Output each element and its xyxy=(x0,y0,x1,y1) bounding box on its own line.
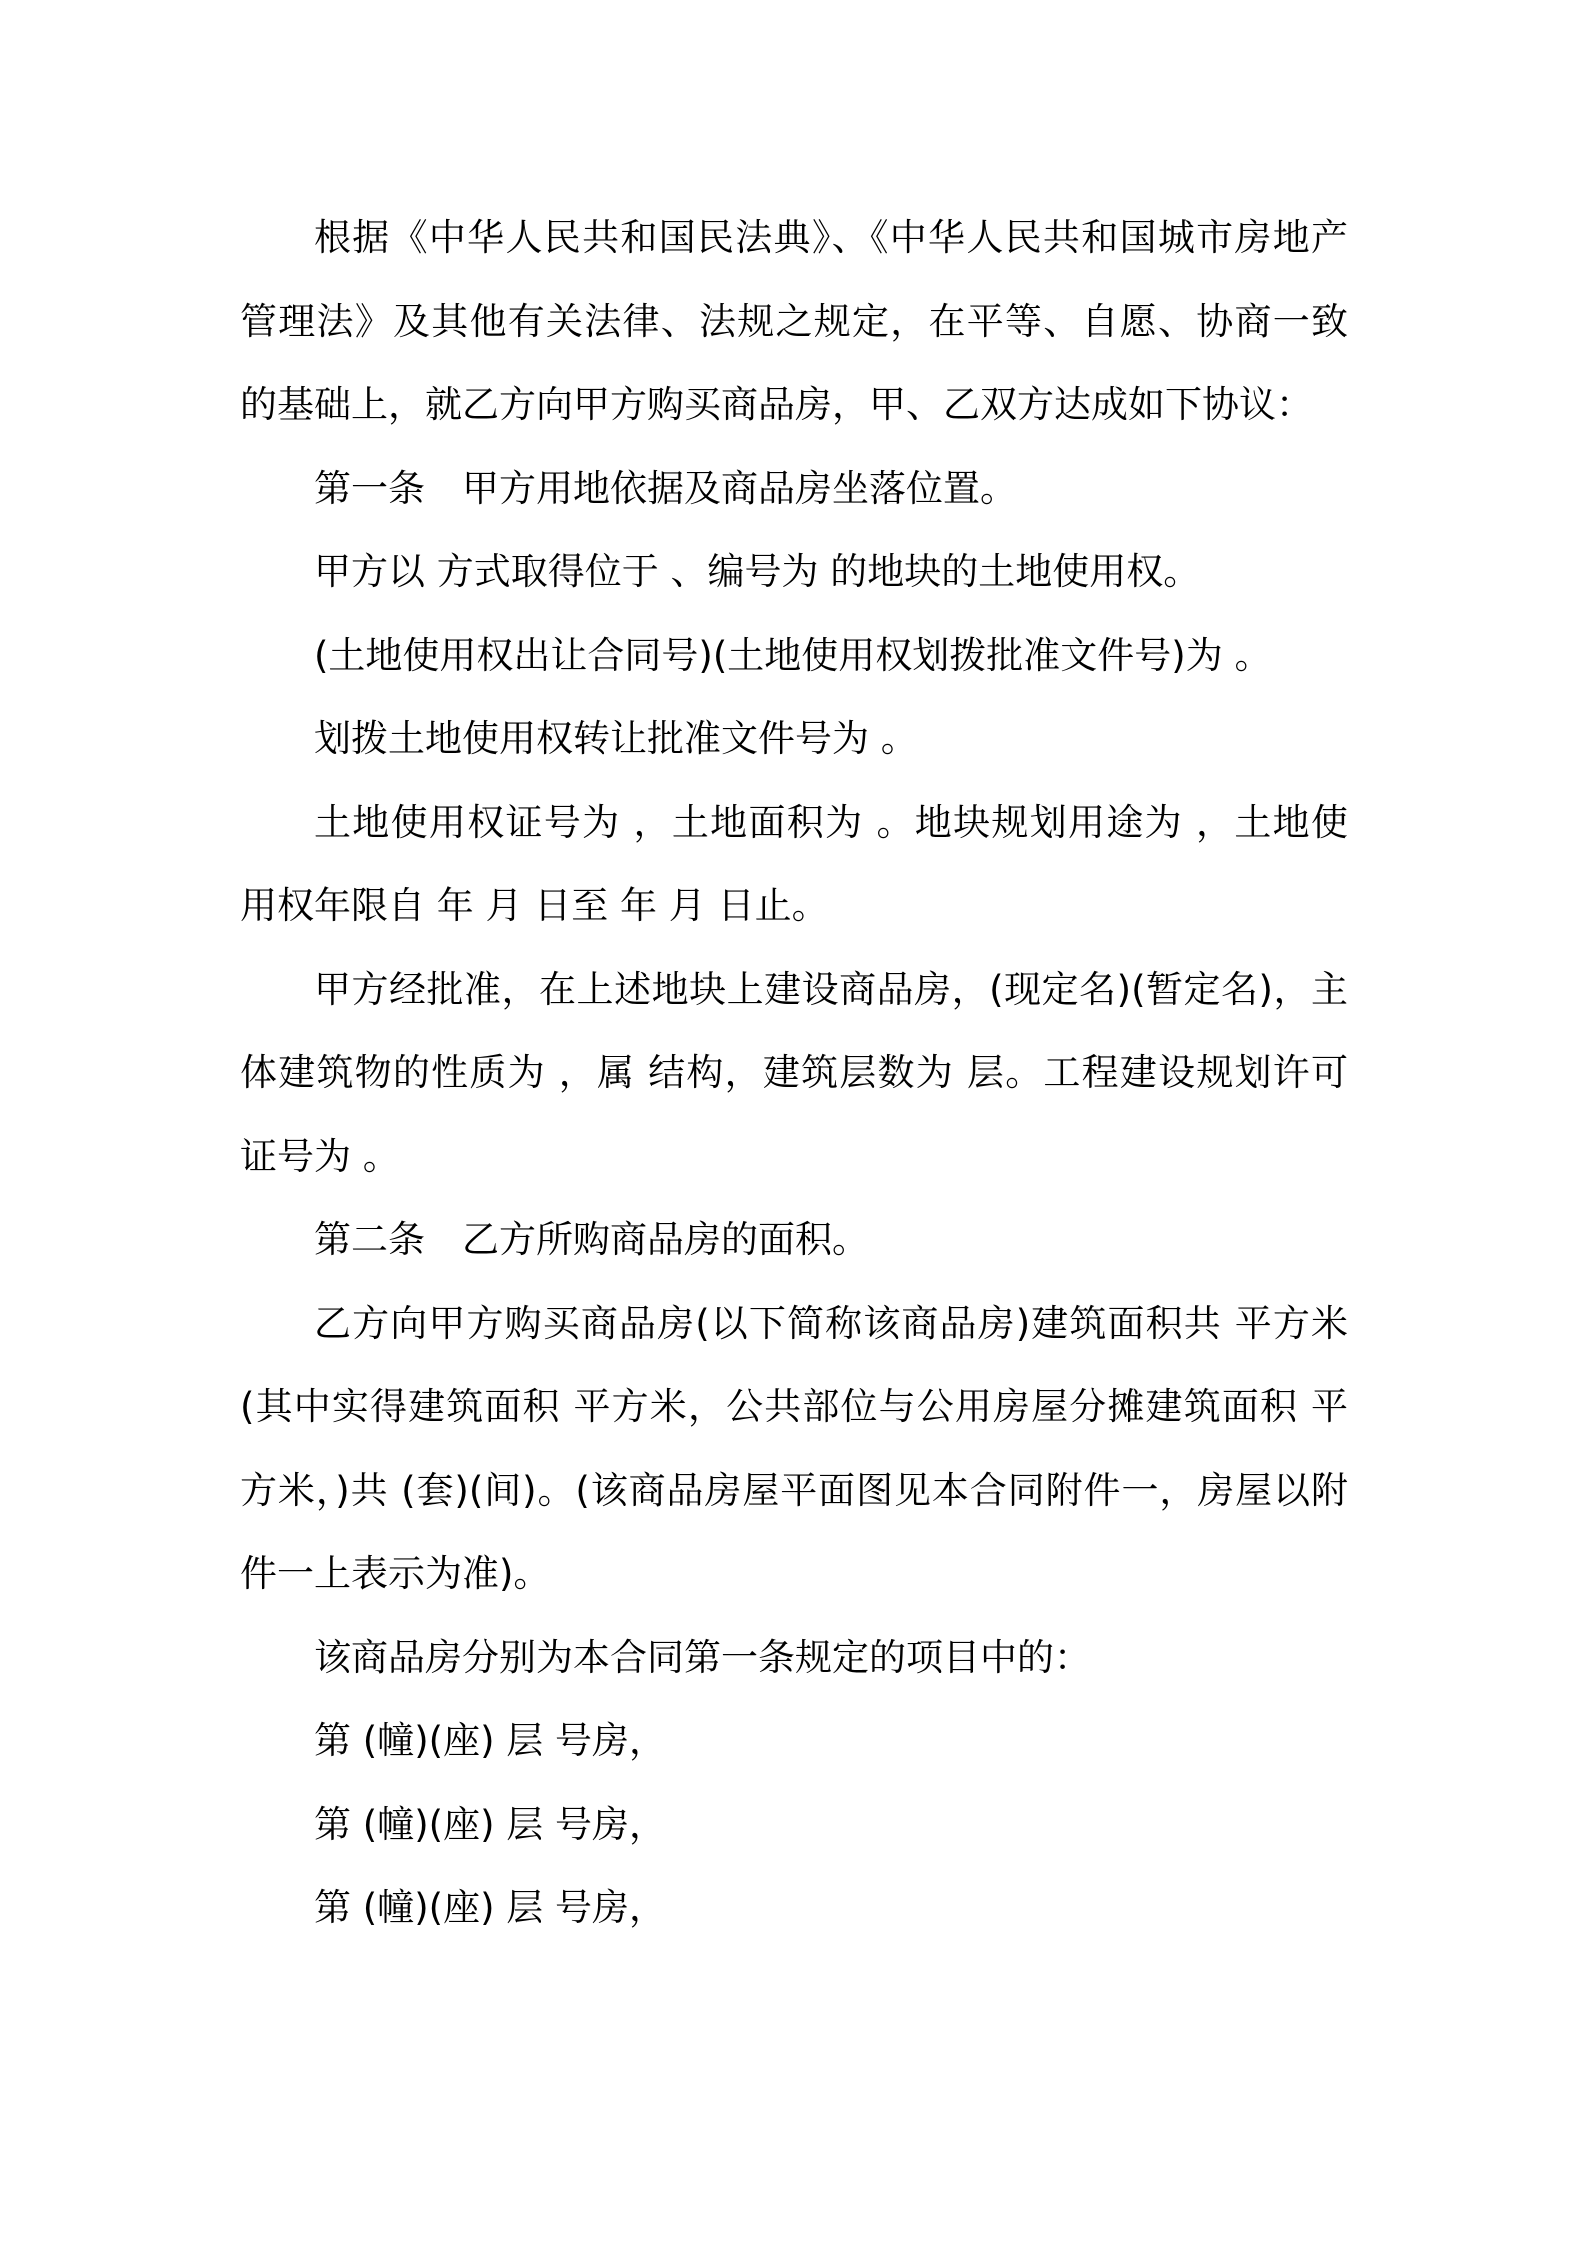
unit-line: 第 (幢)(座) 层 号房， xyxy=(314,1886,667,1929)
land-acquisition-paragraph: 甲方以 方式取得位于 、编号为 的地块的土地使用权。 xyxy=(314,550,1201,593)
preamble-paragraph: 根据《中华人民共和国民法典》、《中华人民共和国城市房地产管理法》及其他有关法律、法规之规定，在平等、自愿、协商一致的基础上，就乙方向甲方购买商品房，甲、乙双方达成如下协议： xyxy=(240,216,1348,426)
contract-number-paragraph: (土地使用权出让合同号)(土地使用权划拨批准文件号)为 。 xyxy=(314,633,1272,677)
unit-intro-paragraph: 该商品房分别为本合同第一条规定的项目中的： xyxy=(314,1635,1091,1679)
land-certificate-paragraph: 土地使用权证号为 ，土地面积为 。地块规划用途为 ，土地使用权年限自 年 月 日至 年 月 日止。 xyxy=(240,800,1348,927)
area-paragraph: 乙方向甲方购买商品房(以下简称该商品房)建筑面积共 平方米(其中实得建筑面积 平方米，公共部位与公用房屋分摊建筑面积 平方米，)共 (套)(间)。(该商品房屋平面图见本合同附件一，房屋以附件一上表示为准)。 xyxy=(240,1301,1348,1595)
document-page xyxy=(240,196,1348,1950)
article-1-heading: 第一条 甲方用地依据及商品房坐落位置。 xyxy=(314,466,1017,510)
article-2-heading: 第二条 乙方所购商品房的面积。 xyxy=(314,1218,869,1261)
unit-line: 第 (幢)(座) 层 号房， xyxy=(314,1719,667,1762)
construction-paragraph: 甲方经批准，在上述地块上建设商品房，(现定名)(暂定名)，主体建筑物的性质为 ，属 结构，建筑层数为 层。工程建设规划许可证号为 。 xyxy=(240,967,1348,1178)
transfer-approval-paragraph: 划拨土地使用权转让批准文件号为 。 xyxy=(314,717,918,760)
unit-line: 第 (幢)(座) 层 号房， xyxy=(314,1802,667,1846)
